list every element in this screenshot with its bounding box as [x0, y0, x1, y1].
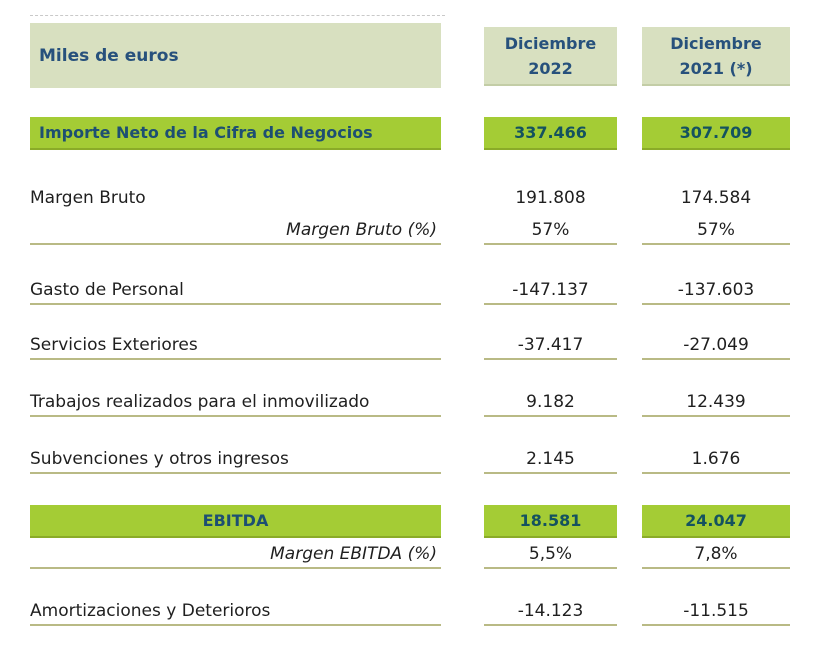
- unit-header: [30, 23, 441, 88]
- table-row: [0, 333, 814, 360]
- column-gap: [617, 186, 642, 213]
- row-label: Margen Bruto (%): [30, 218, 441, 245]
- column-gap: [441, 505, 484, 538]
- row-value-2022: -147.137: [484, 278, 617, 305]
- column-gap: [617, 218, 642, 245]
- row-label: [30, 117, 441, 150]
- column-gap: [617, 278, 642, 305]
- row-value-2022: -14.123: [484, 599, 617, 626]
- row-value-2022: 191.808: [515, 188, 586, 208]
- row-value-2021: -11.515: [642, 599, 790, 626]
- table-header-row: [0, 23, 814, 88]
- row-value-2022: 337.466: [484, 117, 617, 150]
- row-value-2022: -37.417: [484, 333, 617, 360]
- row-label: EBITDA: [30, 505, 441, 538]
- column-gap: [617, 333, 642, 360]
- column-gap: [441, 447, 484, 474]
- column-gap: [617, 23, 642, 88]
- table-body: [0, 117, 814, 626]
- row-value-2021: -27.049: [642, 333, 790, 360]
- table-row: [0, 186, 814, 213]
- row-value-2021: 24.047: [642, 505, 790, 538]
- table-row: [0, 390, 814, 417]
- column-gap: [441, 278, 484, 305]
- column-gap: [441, 23, 484, 88]
- row-value-2022: 2.145: [484, 447, 617, 474]
- row-value-2022: 18.581: [484, 505, 617, 538]
- column-gap: [617, 390, 642, 417]
- row-value-2021: 174.584: [680, 188, 752, 208]
- financial-table: [0, 23, 814, 626]
- col-header-2021-line1: Diciembre: [670, 33, 762, 53]
- row-value-2022: 57%: [484, 218, 617, 245]
- table-row: [0, 505, 814, 538]
- row-label: Gasto de Personal: [30, 278, 441, 305]
- column-gap: [441, 218, 484, 245]
- column-gap: [617, 117, 642, 150]
- column-gap: [617, 505, 642, 538]
- column-gap: [617, 447, 642, 474]
- row-value-2021: 57%: [642, 218, 790, 245]
- table-row: [0, 447, 814, 474]
- row-value-2021: 7,8%: [642, 542, 790, 569]
- row-label: Trabajos realizados para el inmovilizado: [30, 390, 441, 417]
- row-value-2021: 307.709: [642, 117, 790, 150]
- row-value-2021: 1.676: [642, 447, 790, 474]
- col-header-2022-line1: Diciembre: [504, 33, 597, 53]
- row-label: Amortizaciones y Deterioros: [30, 599, 441, 626]
- col-header-2022: [484, 27, 617, 86]
- table-row: [0, 278, 814, 305]
- table-row: [0, 599, 814, 626]
- table-row: [0, 117, 814, 150]
- col-header-2022-line2: 2022: [528, 58, 573, 78]
- header-spacer: [0, 88, 814, 117]
- table-row: [0, 542, 814, 569]
- column-gap: [441, 599, 484, 626]
- row-value-2022: 5,5%: [484, 542, 617, 569]
- column-gap: [617, 599, 642, 626]
- column-gap: [441, 117, 484, 150]
- row-label: Subvenciones y otros ingresos: [30, 447, 441, 474]
- row-value-2021: 12.439: [642, 390, 790, 417]
- column-gap: [441, 333, 484, 360]
- column-gap: [441, 390, 484, 417]
- row-label: Margen EBITDA (%): [30, 542, 441, 569]
- row-label: Margen Bruto: [30, 188, 146, 208]
- row-value-2021: -137.603: [642, 278, 790, 305]
- row-label: Servicios Exteriores: [30, 333, 441, 360]
- top-dashed-rule: [30, 15, 445, 16]
- col-header-2021-line2: 2021 (*): [679, 58, 753, 78]
- row-value-2022: 9.182: [484, 390, 617, 417]
- col-header-2021: [642, 27, 790, 86]
- table-row: [0, 218, 814, 245]
- row-label-text: Importe Neto de la Cifra de Negocios: [39, 123, 373, 142]
- column-gap: [441, 186, 484, 213]
- column-gap: [617, 542, 642, 569]
- column-gap: [441, 542, 484, 569]
- unit-header-label: Miles de euros: [39, 45, 179, 66]
